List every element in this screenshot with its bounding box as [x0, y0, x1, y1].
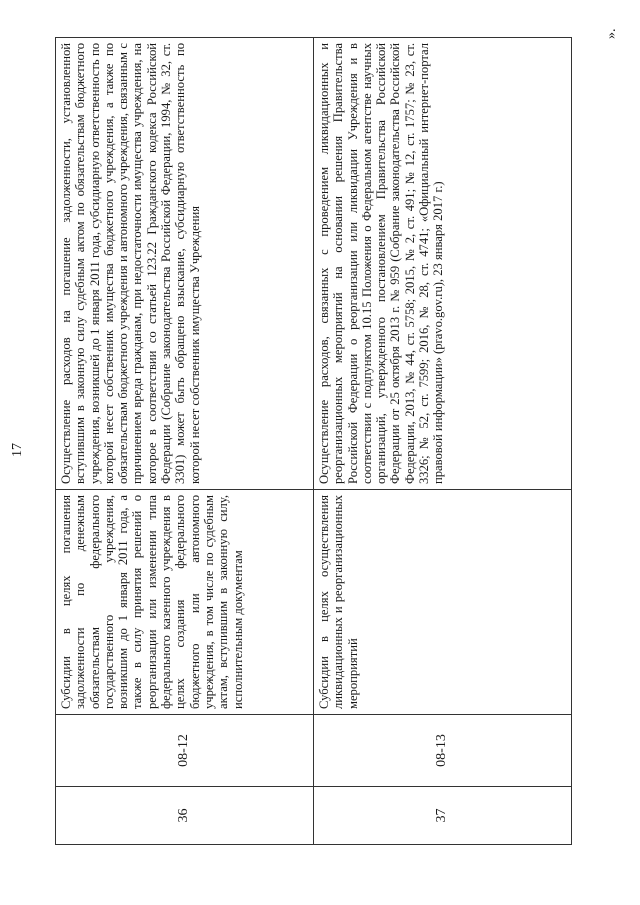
row-name: Субсидии в целях осуществления ликвидационных и реорганизационных мероприятий [314, 490, 572, 715]
row-code: 08-12 [56, 715, 314, 787]
table-row [314, 38, 572, 845]
row-number: 36 [56, 787, 314, 845]
row-description: Осуществление расходов на погашение задолженности, установленной вступившим в законную силу судебным актом по обязательствам бюджетного учреждения, возникшей до 1 января 2011 года, субсидиарную ответственность по которой несет собственник имущества бюджетного учреждения, а также по обязательствам бюджетного учреждения и автономного учреждения, связанным с причинением вреда гражданам, при недостаточности имущества учреждения, на которое в соответствии со статьей 123.22 Гражданского кодекса Российской Федерации (Собрание законодательства Российской Федерации, 1994, № 32, ст. 3301) может быть обращено взыскание, субсидиарную ответственность по которой несет собственник имущества Учреждения [56, 38, 314, 490]
row-number: 37 [314, 787, 572, 845]
row-name: Субсидии в целях погашения задолженности по денежным обязательствам федерального государственного учреждения, возникшим до 1 января 2011 года, а также в силу принятия решений о реорганизации или изменении типа федерального казенного учреждения в целях создания федерального бюджетного или автономного учреждения, в том числе по судебным актам, вступившим в законную силу, исполнительным документам [56, 490, 314, 715]
continuation-mark: ». [604, 28, 619, 39]
row-description: Осуществление расходов, связанных с проведением ликвидационных и реорганизационных мероприятий на основании решения Правительства Российской Федерации о реорганизации или ликвидации Учреждения и в соответствии с подпунктом 10.15 Положения о Федеральном агентстве научных организаций, утвержденного постановлением Правительства Российской Федерации от 25 октября 2013 г. № 959 (Собрание законодательства Российской Федерации, 2013, № 44, ст. 5758; 2015, № 2, ст. 491; № 12, ст. 1757; № 23, ст. 3326; № 52, ст. 7599; 2016, № 28, ст. 4741; «Официальный интернет-портал правовой информации» (pravo.gov.ru), 23 января 2017 г.) [314, 38, 572, 490]
page-number: 17 [10, 443, 25, 457]
table-row [56, 38, 314, 845]
row-code: 08-13 [314, 715, 572, 787]
subsidy-table [55, 37, 572, 845]
